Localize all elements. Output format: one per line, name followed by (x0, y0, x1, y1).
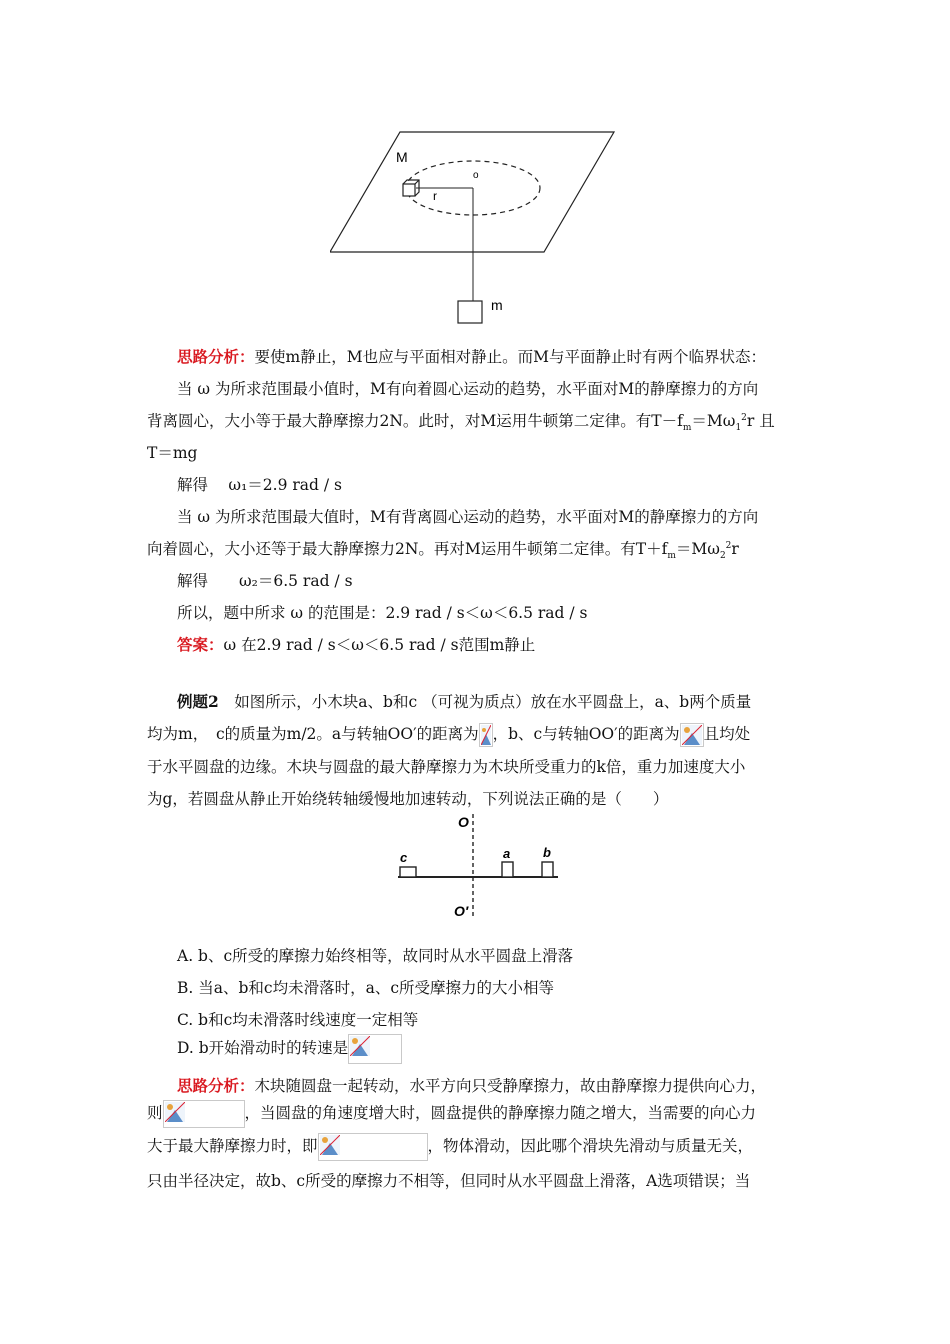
analysis2-line-1: 思路分析：木块随圆盘一起转动，水平方向只受静摩擦力，故由静摩擦力提供向心力， (177, 1076, 767, 1095)
analysis1-line-1: 思路分析：要使m静止，M也应与平面相对静止。而M与平面静止时有两个临界状态： (177, 347, 766, 366)
analysis2-heading: 思路分析： (177, 1076, 255, 1095)
analysis1-answer: 答案：ω 在2.9 rad / s＜ω＜6.5 rad / s范围m静止 (177, 635, 536, 654)
label-O-prime: O′ (454, 903, 469, 919)
label-O: O (458, 814, 469, 830)
analysis1-heading: 思路分析： (177, 347, 255, 366)
label-r: r (433, 189, 437, 203)
analysis1-line-2: 当 ω 为所求范围最小值时，M有向着圆心运动的趋势，水平面对M的静摩擦力的方向 (177, 380, 759, 398)
analysis2-line-4: 只由半径决定，故b、c所受的摩擦力不相等，但同时从水平圆盘上滑落，A选项错误；当 (147, 1172, 751, 1190)
figure-turntable (390, 812, 565, 922)
plane-parallelogram (330, 132, 614, 252)
label-m: m (491, 297, 503, 313)
analysis2-line-3: 大于最大静摩擦力时，即 ，物体滑动，因此哪个滑块先滑动与质量无关， (147, 1133, 807, 1161)
example2-line-3: 于水平圆盘的边缘。木块与圆盘的最大静摩擦力为木块所受重力的k倍，重力加速度大小 (147, 758, 746, 776)
analysis1-line-6: 当 ω 为所求范围最大值时，M有背离圆心运动的趋势，水平面对M的静摩擦力的方向 (177, 508, 759, 526)
example2-line-4: 为g，若圆盘从静止开始绕转轴缓慢地加速转动，下列说法正确的是（ ） (147, 790, 669, 808)
option-b: B. 当a、b和c均未滑落时，a、c所受摩擦力的大小相等 (177, 979, 555, 997)
block-a (502, 862, 513, 877)
formula-image-icon (680, 723, 704, 747)
analysis1-line-7: 向着圆心，大小还等于最大静摩擦力2N。再对M运用牛顿第二定律。有$T+f_m=M\omega_2^2r$ (147, 540, 739, 562)
example2-heading: 例题2 (177, 692, 219, 711)
hanging-mass-m (458, 301, 482, 323)
analysis1-line-8: 解得 ω₂＝6.5 rad / s (177, 572, 353, 590)
formula-image-icon (163, 1100, 245, 1128)
label-o: o (473, 170, 479, 181)
formula-image-icon (348, 1034, 402, 1064)
formula-image-icon (479, 723, 493, 747)
label-c: c (400, 850, 408, 865)
label-M: M (396, 149, 408, 165)
label-a: a (503, 846, 511, 861)
formula-image-icon (318, 1133, 428, 1161)
answer-heading: 答案： (177, 635, 224, 654)
analysis1-line-3: 背离圆心，大小等于最大静摩擦力2N。此时，对M运用牛顿第二定律。有$T-f_m=M\omega_1^2r$ 且 (147, 412, 775, 434)
option-d: D. b开始滑动时的转速是 (177, 1034, 837, 1064)
figure-rotating-plane (330, 130, 620, 330)
option-a: A. b、c所受的摩擦力始终相等，故同时从水平圆盘上滑落 (177, 947, 574, 965)
block-b (542, 862, 553, 877)
option-c: C. b和c均未滑落时线速度一定相等 (177, 1011, 419, 1029)
analysis1-line-4: T＝mg (147, 444, 198, 462)
analysis1-line-9: 所以，题中所求 ω 的范围是：2.9 rad / s＜ω＜6.5 rad / s (177, 604, 588, 622)
example2-line-1: 例题2 如图所示，小木块a、b和c （可视为质点）放在水平圆盘上，a、b两个质量 (177, 692, 752, 711)
analysis2-line-2: 则 ，当圆盘的角速度增大时，圆盘提供的静摩擦力随之增大，当需要的向心力 (147, 1100, 807, 1128)
label-b: b (543, 845, 551, 860)
analysis1-line-5: 解得 ω₁＝2.9 rad / s (177, 476, 342, 494)
example2-line-2: 均为m， c的质量为m/2。a与转轴OO′的距离为 ，b、c与转轴OO′的距离为 且均处 (147, 723, 807, 747)
block-c (400, 867, 416, 877)
